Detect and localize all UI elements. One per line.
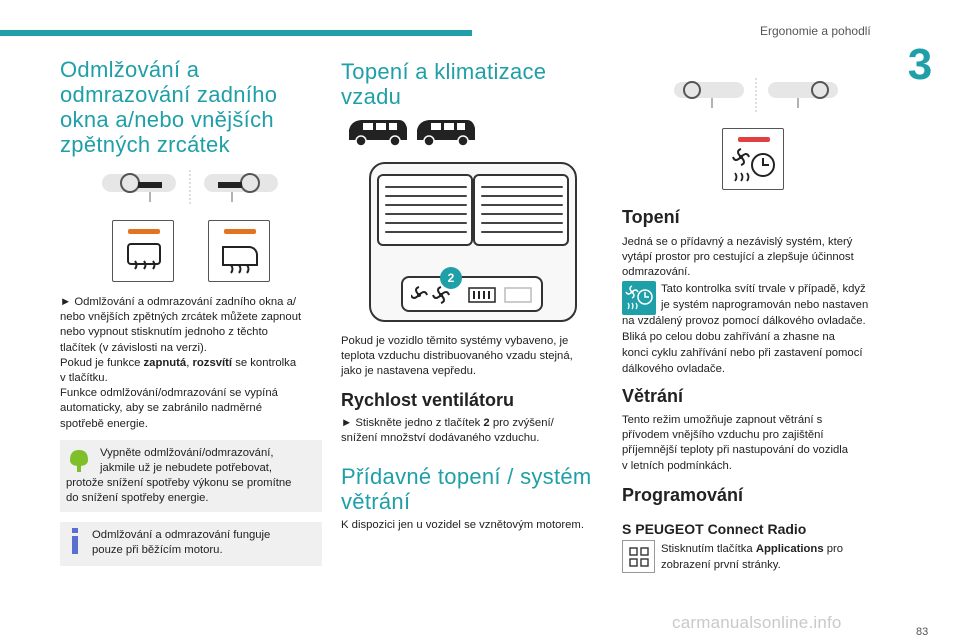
chapter-number: 3: [907, 40, 933, 89]
body-line: Jedná se o přídavný a nezávislý systém, který: [622, 236, 853, 248]
eco-note-line: jakmile už je nebudete potřebovat,: [100, 462, 273, 474]
body-line: nebo vnějších zpětných zrcátek můžete zapnout: [60, 311, 302, 324]
heating-indicator-icon: [622, 281, 656, 315]
heating-timer-icon: [731, 147, 777, 185]
heating-heading: Topení: [622, 207, 680, 227]
eco-note-line: do snížení spotřeby energie.: [66, 492, 209, 504]
eco-note-line: Vypněte odmlžování/odmrazování,: [100, 447, 274, 459]
callout-badge-2: 2: [440, 267, 462, 289]
body-line: nebo vypnout stisknutím jednoho z těchto: [60, 326, 268, 339]
rear-heating-title: [341, 59, 603, 109]
defrost-body: [60, 295, 322, 432]
defrost-title-line: Odmlžování a: [60, 57, 200, 82]
body-line: Funkce odmlžování/odmrazování se vypíná: [60, 387, 278, 400]
body-line: v letních podmínkách.: [622, 459, 732, 472]
fan-icon: [411, 287, 427, 298]
defrost-title-line: odmrazování zadního: [60, 82, 278, 107]
steering-wheel-icon: [672, 78, 842, 114]
fan-speed-body: [341, 416, 603, 446]
text-run: pro: [823, 543, 844, 555]
van-icon: [349, 120, 407, 146]
text-run: se kontrolka: [232, 356, 297, 369]
body-line: [60, 356, 322, 371]
info-note-line: Odmlžování a odmrazování funguje: [92, 529, 271, 541]
mirror-defrost-button[interactable]: [208, 220, 270, 282]
radio-line: [661, 542, 843, 557]
body-line: Pokud je vozidlo těmito systémy vybaveno, je: [341, 335, 569, 347]
apps-grid-icon: [629, 547, 649, 567]
eco-note-line: protože snížení spotřeby výkonu se promítne: [66, 477, 292, 489]
body-line: v tlačítku.: [60, 372, 108, 385]
lamp-line: konci cyklu zahřívání nebo při zastavení pomocí: [622, 347, 863, 359]
text-run: Stisknutím tlačítka: [661, 543, 756, 555]
heating-indicator-led: [738, 137, 770, 142]
text-run: pro zvýšení/: [489, 417, 554, 429]
title-line: Přídavné topení / systém: [341, 464, 592, 489]
fan-speed-heading: Rychlost ventilátoru: [341, 390, 515, 410]
defrost-title-line: okna a/nebo vnějších: [60, 107, 274, 132]
rear-heating-body: [341, 334, 603, 380]
defrost-title: [60, 57, 322, 157]
body-line: odmrazování.: [622, 266, 691, 279]
body-line: snížení množství dodávaného vzduchu.: [341, 432, 540, 445]
fan-buttons-icon: [411, 286, 537, 304]
info-note-line: pouze při běžícím motoru.: [92, 544, 223, 556]
header-accent-bar: [0, 30, 472, 36]
body-line: automaticky, aby se zabránilo nadměrné: [60, 402, 262, 415]
defrost-indicator-led: [224, 229, 256, 234]
body-line: příjemnější teploty při nastupování do vozidla: [622, 444, 849, 457]
body-line: přívodem vnějšího vzduchu pro zajištění: [622, 429, 824, 442]
steering-wheel-icon: [100, 168, 280, 208]
vent-grille-left[interactable]: [377, 174, 473, 246]
chapter-title: Ergonomie a pohodlí: [760, 24, 871, 38]
text-run: Pokud je funkce: [60, 356, 144, 369]
van-icon: [417, 120, 475, 146]
rear-vent-panel: [369, 162, 577, 322]
body-line: [341, 416, 603, 431]
bold-term: rozsvítí: [192, 356, 233, 369]
fan-icon: [433, 287, 449, 303]
title-line: větrání: [341, 489, 411, 514]
page-number: 83: [916, 626, 929, 638]
radio-line: zobrazení první stránky.: [661, 559, 781, 571]
heating-timer-icon: [625, 285, 653, 311]
rear-defrost-button[interactable]: [112, 220, 174, 282]
text-run: ► Stiskněte jedno z tlačítek: [341, 417, 484, 429]
info-icon: [68, 526, 82, 556]
ventilation-body: [622, 413, 884, 474]
mirror-defrost-icon: [219, 239, 261, 275]
applications-icon: [622, 540, 655, 573]
watermark: carmanualsonline.info: [672, 613, 842, 632]
programming-heading: Programování: [622, 485, 744, 505]
connect-radio-heading: S PEUGEOT Connect Radio: [622, 521, 807, 537]
body-line: spotřebě energie.: [60, 417, 148, 430]
lamp-line: dálkového ovladače.: [622, 363, 726, 375]
body-line: tlačítek (v závislosti na verzi).: [60, 341, 207, 354]
bold-term: Applications: [755, 543, 824, 555]
body-line: Tento režim umožňuje zapnout větrání s: [622, 414, 823, 426]
programmable-heating-button[interactable]: [722, 128, 784, 190]
heating-body: [622, 235, 884, 281]
aux-heating-body: K dispozici jen u vozidel se vznětovým motorem.: [341, 519, 584, 531]
lamp-line: je systém naprogramován nebo nastaven: [661, 299, 869, 311]
bold-term: zapnutá: [143, 356, 187, 369]
body-line: jako je nastavena vepředu.: [341, 365, 477, 378]
defrost-indicator-led: [128, 229, 160, 234]
vent-grille-right[interactable]: [473, 174, 569, 246]
vehicle-icons: [345, 116, 475, 148]
defrost-title-line: zpětných zrcátek: [60, 132, 230, 157]
body-line: vytápí prostor pro cestující a zlepšuje účinnost: [622, 251, 854, 264]
title-line: Topení a klimatizace: [341, 59, 547, 84]
text-run: ,: [186, 356, 193, 369]
title-line: vzadu: [341, 84, 402, 109]
lamp-line: na vzdálený provoz pomocí dálkového ovladače.: [622, 315, 866, 327]
lamp-line: Tato kontrolka svítí trvale v případě, když: [661, 283, 866, 295]
lamp-line: Bliká po celou dobu zahřívání a zhasne na: [622, 331, 835, 343]
eco-leaf-icon: [64, 446, 94, 474]
fan-speed-control: [401, 276, 543, 312]
bold-term: 2: [483, 417, 490, 429]
ventilation-heading: Větrání: [622, 386, 684, 406]
body-line: teplota vzduchu distribuovaného vzadu stejná,: [341, 350, 573, 363]
body-line: ► Odmlžování a odmrazování zadního okna a/: [60, 296, 296, 308]
aux-heating-title: [341, 464, 603, 514]
rear-defrost-icon: [125, 241, 163, 275]
